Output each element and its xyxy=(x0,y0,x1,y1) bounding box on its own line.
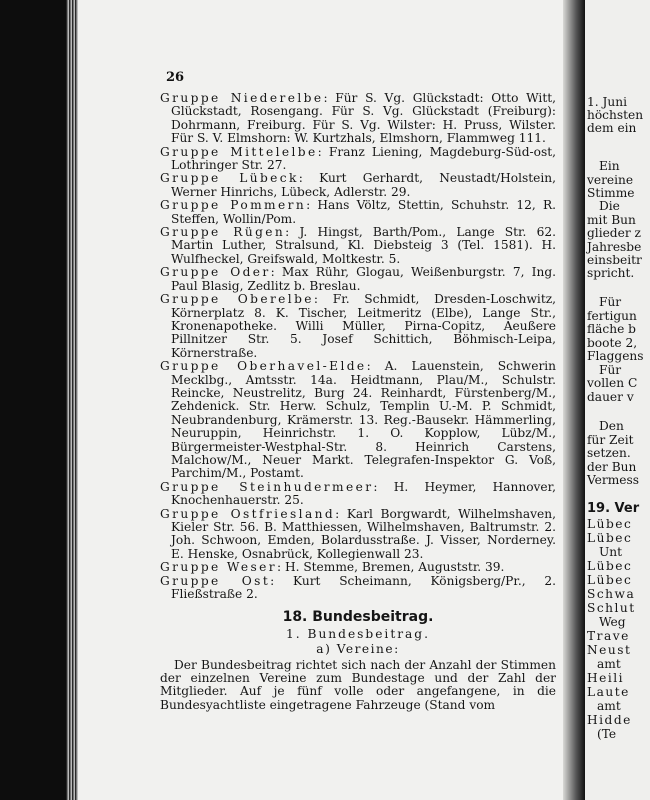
group-members: A. Lauenstein, Schwerin Mecklbg., Amtsstr. 14a. Heidtmann, Plau/M., Schulstr. Reincke, Neustrelitz, Burg 24. Reinhardt, Fürstenberg/M., Zehdenick. Str. Herw. Schulz, Templin U.-M. P. Schmidt, Neubrandenburg, Krämerstr. 13. Reg.-Bausekr. Hämmerling, Neuruppin, Heinrichstr. 1. O. Kopplow, Lübz/M., Bürgermeister-Westphal-Str. 8. Heinrich Carstens, Malchow/M., Neuer Markt. Telegrafen-Inspektor G. Voß, Parchim/M., Postamt. xyxy=(171,359,557,481)
book-gutter xyxy=(563,0,585,800)
right-page-fragment: Schwa xyxy=(587,587,636,601)
right-page-fragment: Heili xyxy=(587,671,625,685)
right-page-fragment: 1. Juni xyxy=(587,95,627,109)
group-name: Gruppe Niederelbe xyxy=(160,91,324,105)
group-members: H. Stemme, Bremen, Auguststr. 39. xyxy=(284,560,505,575)
group-entry: Gruppe Mittelelbe: Franz Liening, Magdeburg-Süd-ost, Lothringer Str. 27. xyxy=(160,144,557,173)
right-page-fragment: Ein xyxy=(599,159,620,173)
right-page-fragment: Lübec xyxy=(587,517,633,531)
group-members: Franz Liening, Magdeburg-Süd-ost, Lothringer Str. 27. xyxy=(171,144,557,173)
group-name: Gruppe Steinhudermeer xyxy=(160,479,374,494)
right-page-fragment: Stimme xyxy=(587,186,635,200)
group-entry: Gruppe Niederelbe: Für S. Vg. Glückstadt: Otto Witt, Glückstadt, Rosengang. Für S. Vg. Glückstadt (Freiburg): Dohrmann, Freiburg. Für S. Vg. Wilster: H. Pruss, Wilster. Für S. V. Elmshorn: W. Kurtzhals, Elmshorn, Flammweg 111. xyxy=(160,91,556,146)
group-name: Gruppe Ostfriesland xyxy=(160,506,336,521)
right-page-fragment: Lübec xyxy=(587,559,633,573)
group-entry: Gruppe Oberhavel-Elde: A. Lauenstein, Schwerin Mecklbg., Amtsstr. 14a. Heidtmann, Plau/M., Schulstr. Reincke, Neustrelitz, Burg 24. Reinhardt, Fürstenberg/M., Zehdenick. Str. Herw. Schulz, Templin U.-M. P. Schmidt, Neubrandenburg, Krämerstr. 13. Reg.-Bausekr. Hämmerling, Neuruppin, Heinrichstr. 1. O. Kopplow, Lübz/M., Bürgermeister-Westphal-Str. 8. Heinrich Carstens, Malchow/M., Neuer Markt. Telegrafen-Inspektor G. Voß, Parchim/M., Postamt. xyxy=(160,359,557,481)
group-members: Hans Völtz, Stettin, Schuhstr. 12, R. Steffen, Wollin/Pom. xyxy=(171,198,557,226)
group-entry: Gruppe Oder: Max Rühr, Glogau, Weißenburgstr. 7, Ing. Paul Blasig, Zedlitz b. Breslau. xyxy=(160,265,556,293)
group-name: Gruppe Ost xyxy=(160,573,271,588)
group-members: Für S. Vg. Glückstadt: Otto Witt, Glückstadt, Rosengang. Für S. Vg. Glückstadt (Freiburg): Dohrmann, Freiburg. Für S. Vg. Wilster: H. Pruss, Wilster. Für S. V. Elmshorn: W. Kurtzhals, Elmshorn, Flammweg 111. xyxy=(171,91,556,146)
right-page-fragment: 19. Ver xyxy=(587,501,640,516)
right-page-fragment: Für xyxy=(599,295,622,309)
right-page-fragment: Flaggens xyxy=(587,349,644,363)
group-name: Gruppe Mittelelbe xyxy=(160,144,318,159)
right-page-fragment: vollen C xyxy=(587,376,638,390)
right-page-fragment: amt xyxy=(597,657,621,671)
right-page-fragment: Neust xyxy=(587,643,632,657)
group-members: H. Heymer, Hannover, Knochenhauerstr. 25. xyxy=(171,479,556,508)
right-page-fragment: Jahresbe xyxy=(587,240,642,254)
group-entry: Gruppe Oberelbe: Fr. Schmidt, Dresden-Loschwitz, Körnerplatz 8. K. Tischer, Leitmeritz (Elbe), Lange Str., Kronenapotheke. Willi Müller, Pirna-Copitz, Aeußere Pillnitzer Str. 5. Josef Schittich, Böhmisch-Leipa, Körnerstraße. xyxy=(160,292,557,360)
right-page-fragment: amt xyxy=(597,699,621,713)
right-page-fragment: fertigun xyxy=(587,309,637,323)
page-text xyxy=(160,92,556,712)
subsubsection-heading: a) Vereine: xyxy=(316,642,400,657)
group-members: Kurt Scheimann, Königsberg/Pr., 2. Fließstraße 2. xyxy=(171,573,556,602)
right-page-fragment: für Zeit xyxy=(587,433,634,447)
section-heading: 18. Bundesbeitrag. xyxy=(282,609,434,626)
right-page-fragment: dauer v xyxy=(587,390,634,404)
right-page-fragment: Die xyxy=(599,199,620,213)
right-page-fragment: Trave xyxy=(587,629,630,643)
right-page-fragment: vereine xyxy=(587,173,634,187)
right-page xyxy=(585,0,650,800)
right-page-fragment: der Bun xyxy=(587,460,637,474)
right-page-fragment: einsbeitr xyxy=(587,253,642,267)
body-paragraph: Der Bundesbeitrag richtet sich nach der Anzahl der Stimmen der einzelnen Vereine zum Bundestage und der Zahl der Mitglieder. Auf je fünf volle oder angefangene, in die Bundesyachtliste eingetragene Fahrzeuge (Stand vom xyxy=(160,657,556,712)
right-page-fragment: boote 2, xyxy=(587,336,638,350)
group-entry: Gruppe Lübeck: Kurt Gerhardt, Neustadt/Holstein, Werner Hinrichs, Lübeck, Adlerstr. 29. xyxy=(160,171,557,199)
group-members: J. Hingst, Barth/Pom., Lange Str. 62. Martin Luther, Stralsund, Kl. Diebsteig 3 (Tel. 1581). H. Wulfheckel, Greifswald, Moltkestr. 5. xyxy=(171,225,557,266)
group-entry: Gruppe Weser: H. Stemme, Bremen, Auguststr. 39. xyxy=(160,560,505,575)
right-page-fragment: höchsten xyxy=(587,108,644,122)
right-page-fragment: Den xyxy=(599,419,624,433)
subsection-heading: 1. Bundesbeitrag. xyxy=(285,626,430,641)
right-page-fragment: glieder z xyxy=(587,226,641,240)
right-page-fragment: setzen. xyxy=(587,446,631,460)
group-name: Gruppe Pommern xyxy=(160,198,307,213)
group-name: Gruppe Oder xyxy=(160,265,271,280)
group-members: Max Rühr, Glogau, Weißenburgstr. 7, Ing. Paul Blasig, Zedlitz b. Breslau. xyxy=(171,265,556,293)
group-name: Gruppe Weser xyxy=(160,560,277,575)
page-number: 26 xyxy=(166,70,185,85)
right-page-fragment: mit Bun xyxy=(587,213,636,227)
group-entry: Gruppe Ostfriesland: Karl Borgwardt, Wilhelmshaven, Kieler Str. 56. B. Matthiessen, Wilhelmshaven, Baltrumstr. 2. Joh. Schwoon, Emden, Bolardusstraße. J. Visser, Norderney. E. Henske, Osnabrück, Kollegienwall 23. xyxy=(160,506,556,561)
group-entry: Gruppe Steinhudermeer: H. Heymer, Hannover, Knochenhauerstr. 25. xyxy=(160,479,556,508)
right-page-fragment: Schlut xyxy=(587,601,636,615)
right-page-fragment: dem ein xyxy=(587,121,637,135)
right-page-fragment: Lübec xyxy=(587,573,633,587)
group-members: Fr. Schmidt, Dresden-Loschwitz, Körnerplatz 8. K. Tischer, Leitmeritz (Elbe), Lange Str., Kronenapotheke. Willi Müller, Pirna-Copitz, Aeußere Pillnitzer Str. 5. Josef Schittich, Böhmisch-Leipa, Körnerstraße. xyxy=(171,292,557,360)
right-page-fragment: Lübec xyxy=(587,531,633,545)
right-page-fragment: Unt xyxy=(599,545,623,559)
group-name: Gruppe Oberhavel-Elde xyxy=(160,359,367,374)
right-page-fragment: Für xyxy=(599,363,622,377)
group-members: Kurt Gerhardt, Neustadt/Holstein, Werner Hinrichs, Lübeck, Adlerstr. 29. xyxy=(171,171,557,199)
right-page-fragment: spricht. xyxy=(587,266,635,280)
group-name: Gruppe Oberelbe xyxy=(160,292,314,307)
right-page-fragment: Hidde xyxy=(587,713,632,727)
right-page-fragment: Laute xyxy=(587,685,630,699)
group-name: Gruppe Lübeck xyxy=(160,171,299,186)
group-list xyxy=(160,92,556,601)
right-page-fragment: fläche b xyxy=(587,322,636,336)
group-entry: Gruppe Rügen: J. Hingst, Barth/Pom., Lange Str. 62. Martin Luther, Stralsund, Kl. Diebsteig 3 (Tel. 1581). H. Wulfheckel, Greifswald, Moltkestr. 5. xyxy=(160,225,557,266)
group-members: Karl Borgwardt, Wilhelmshaven, Kieler Str. 56. B. Matthiessen, Wilhelmshaven, Baltrumstr. 2. Joh. Schwoon, Emden, Bolardusstraße. J. Visser, Norderney. E. Henske, Osnabrück, Kollegienwall 23. xyxy=(171,506,556,561)
right-page-fragment: (Te xyxy=(597,727,617,741)
group-entry: Gruppe Ost: Kurt Scheimann, Königsberg/Pr., 2. Fließstraße 2. xyxy=(160,573,556,602)
group-name: Gruppe Rügen xyxy=(160,225,286,240)
right-page-fragment: Weg xyxy=(599,615,626,629)
group-entry: Gruppe Pommern: Hans Völtz, Stettin, Schuhstr. 12, R. Steffen, Wollin/Pom. xyxy=(160,198,557,226)
right-page-fragment: Vermess xyxy=(587,473,639,487)
